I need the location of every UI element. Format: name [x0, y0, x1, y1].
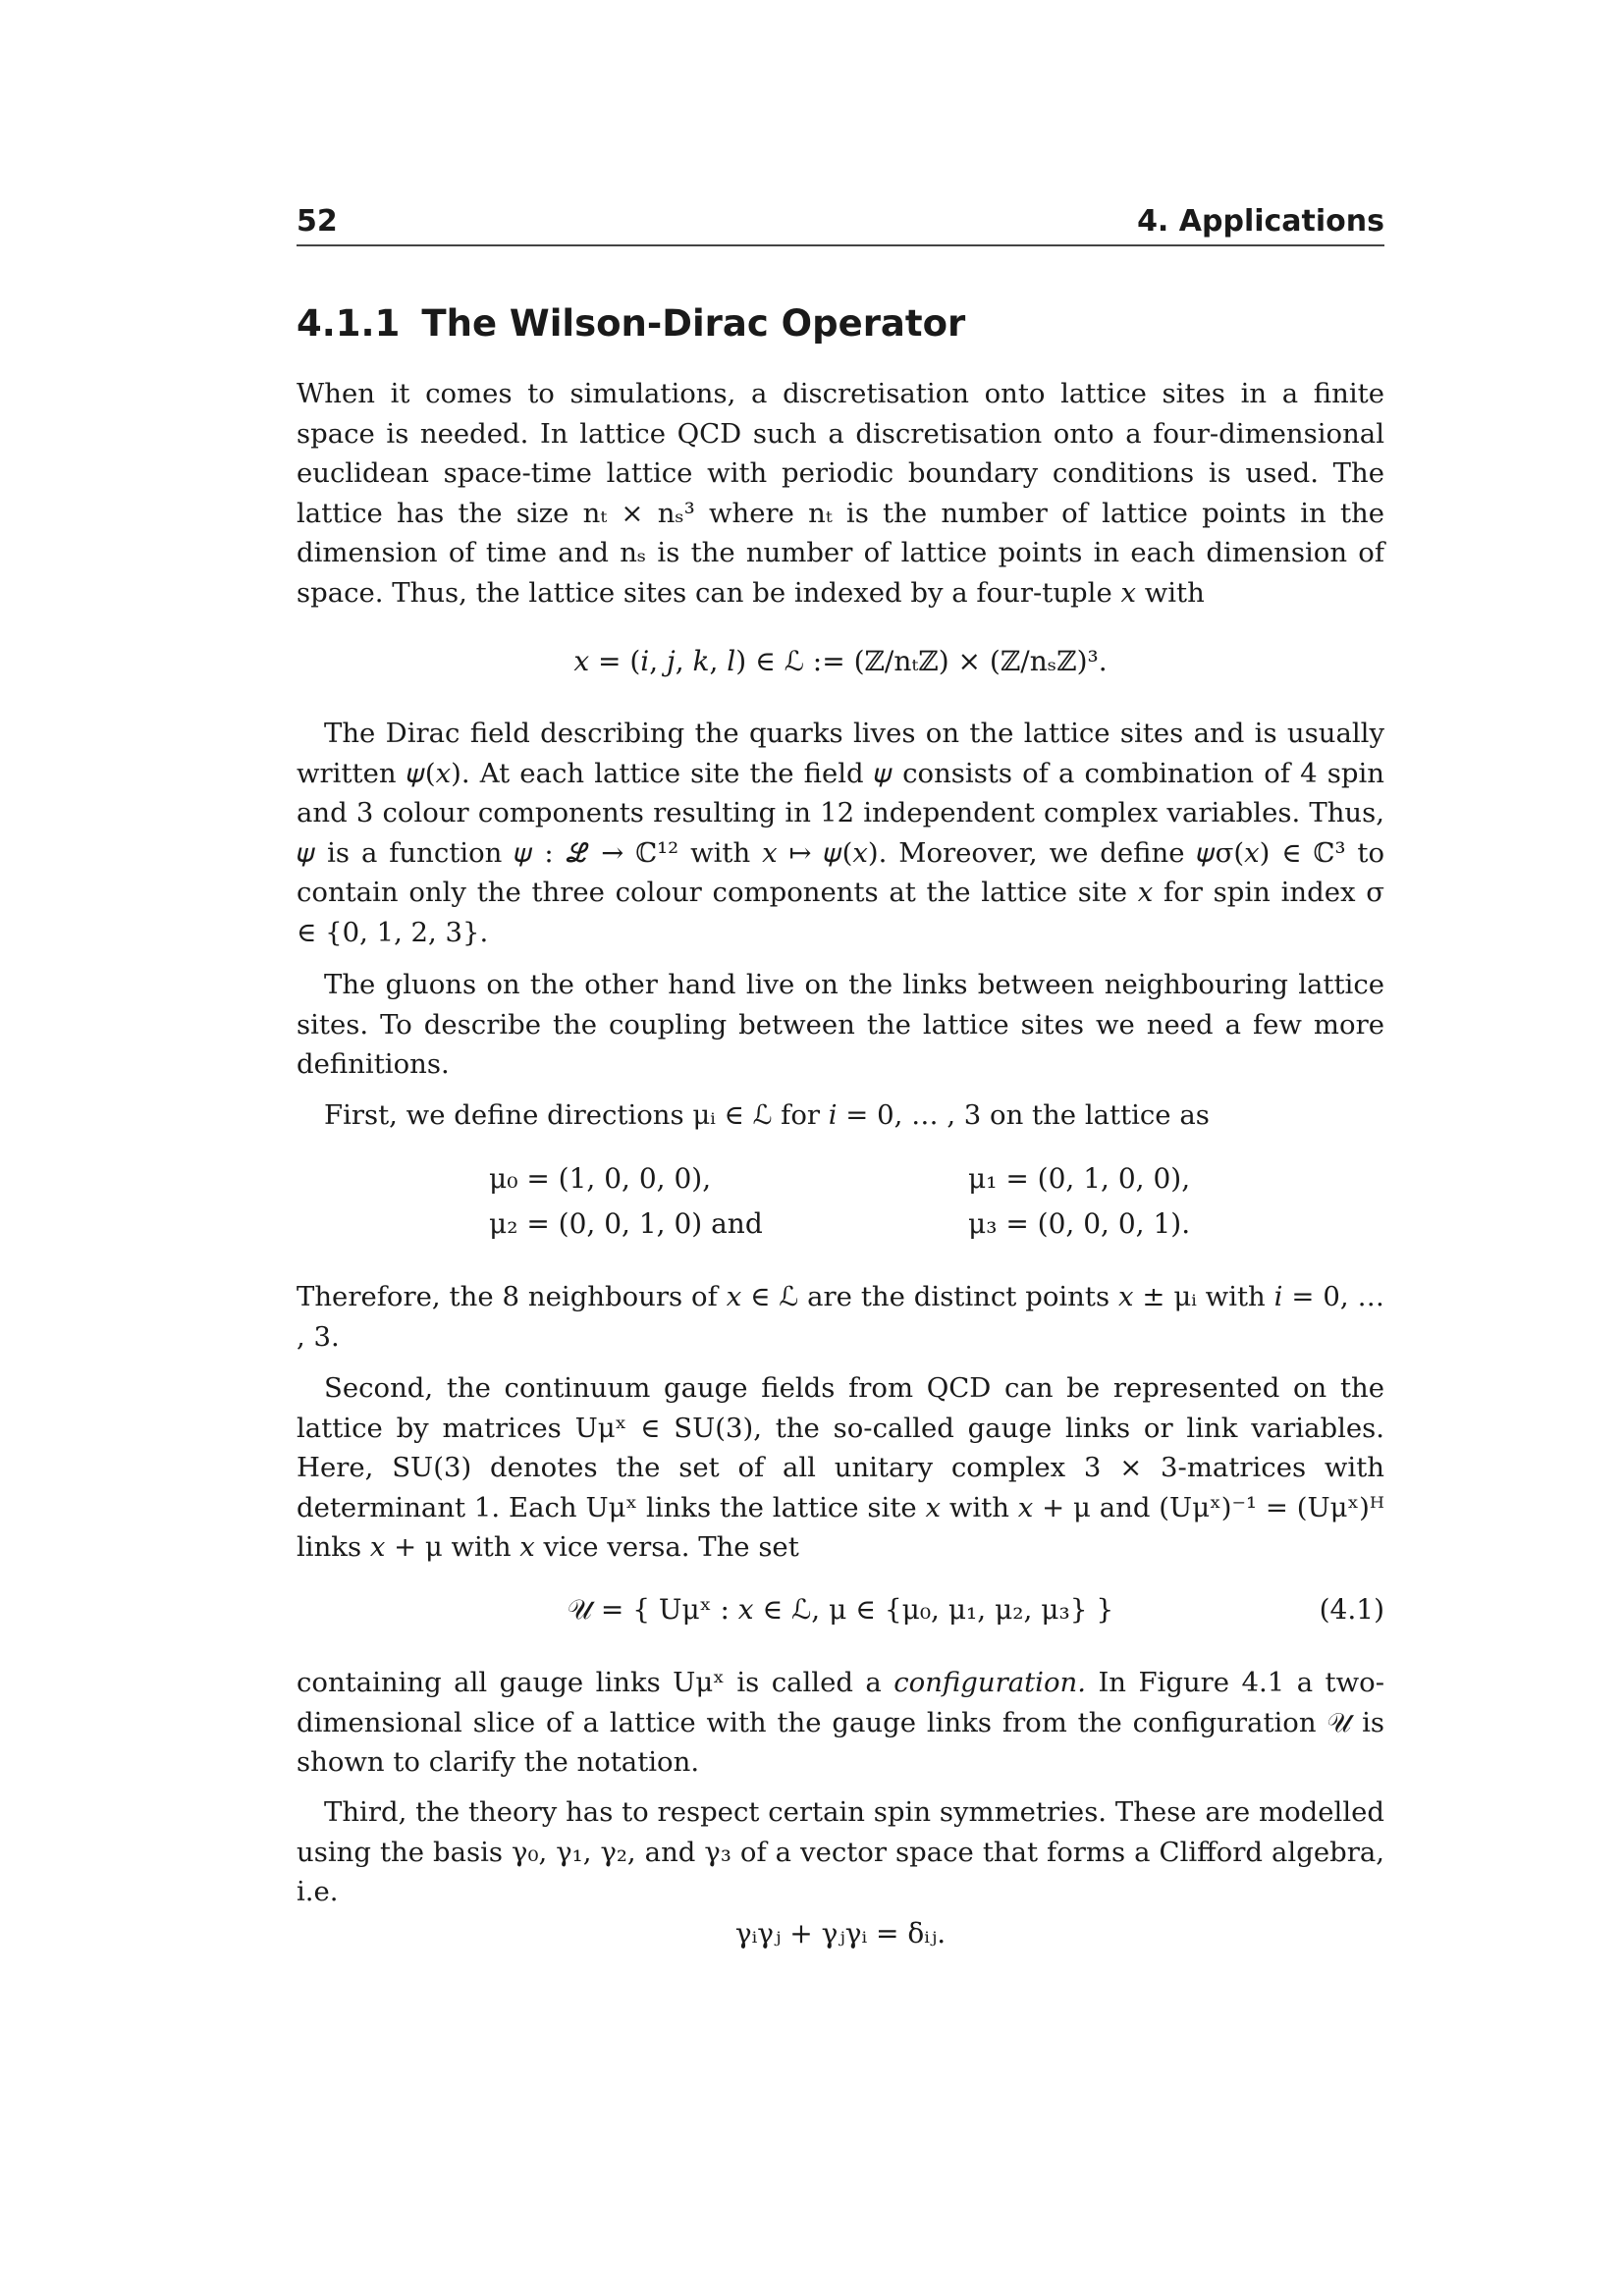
equation-mu1: μ₁ = (0, 1, 0, 0), — [968, 1162, 1191, 1195]
paragraph-dirac-field: The Dirac field describing the quarks lives on the lattice sites and is usually written 𝜓(𝑥). At each lattice site the field 𝜓 consists of a combination of 4 spin and 3 colour components resulting in 12 independent complex variables. Thus, 𝜓 is a function 𝜓 : ℒ → ℂ¹² with 𝑥 ↦ 𝜓(𝑥). Moreover, we define 𝜓σ(𝑥) ∈ ℂ³ to contain only the three colour components at the lattice site 𝑥 for spin index σ ∈ {0, 1, 2, 3}. — [297, 718, 1384, 948]
paragraph-gauge-links: Second, the continuum gauge fields from QCD can be represented on the lattice by matrices Uμˣ ∈ SU(3), the so-called gauge links or link variables. Here, SU(3) denotes the set of all unitary complex 3 × 3-matrices with determinant 1. Each Uμˣ links the lattice site 𝑥 with 𝑥 + μ and (Uμˣ)⁻¹ = (Uμˣ)ᴴ links 𝑥 + μ with 𝑥 vice versa. The set — [297, 1372, 1384, 1563]
equation-mu3: μ₃ = (0, 0, 0, 1). — [968, 1207, 1191, 1240]
page-number: 52 — [297, 204, 338, 239]
paragraph-neighbours: Therefore, the 8 neighbours of 𝑥 ∈ ℒ are the distinct points 𝑥 ± μᵢ with 𝑖 = 0, … , 3. — [297, 1281, 1384, 1353]
equation-number: (4.1) — [1319, 1593, 1384, 1626]
paragraph-directions: First, we define directions μᵢ ∈ ℒ for 𝑖 = 0, … , 3 on the lattice as — [324, 1099, 1210, 1131]
paragraph-configuration-part2: In Figure 4.1 a two-dimensional slice of a lattice with the gauge links from the configuration 𝒰 is shown to clarify the notation. — [297, 1667, 1384, 1778]
equation-directions — [297, 1158, 1384, 1247]
equation-clifford: γᵢγⱼ + γⱼγᵢ = δᵢⱼ. — [734, 1917, 947, 1949]
equation-lattice-index: 𝑥 = (𝑖, 𝑗, 𝑘, 𝑙) ∈ ℒ := (ℤ/nₜℤ) × (ℤ/nₛℤ)³. — [573, 645, 1108, 677]
paragraph-configuration-part1: containing all gauge links Uμˣ is called a — [297, 1667, 894, 1698]
equation-mu2: μ₂ = (0, 0, 1, 0) and — [489, 1207, 763, 1240]
running-header — [297, 201, 1384, 246]
paragraph-configuration — [297, 1663, 1384, 1783]
paragraph-lattice-intro: When it comes to simulations, a discretisation onto lattice sites in a finite space is needed. In lattice QCD such a discretisation onto a four-dimensional euclidean space-time lattice with periodic boundary conditions is used. The lattice has the size nₜ × nₛ³ where nₜ is the number of lattice points in the dimension of time and nₛ is the number of lattice points in each dimension of space. Thus, the lattice sites can be indexed by a four-tuple 𝑥 with — [297, 378, 1384, 609]
paragraph-spin-symmetries: Third, the theory has to respect certain spin symmetries. These are modelled using the basis γ₀, γ₁, γ₂, and γ₃ of a vector space that forms a Clifford algebra, i.e. — [297, 1796, 1384, 1907]
paragraph-gluons: The gluons on the other hand live on the links between neighbouring lattice sites. To describe the coupling between the lattice sites we need a few more definitions. — [297, 969, 1384, 1080]
term-configuration: configuration. — [893, 1667, 1086, 1698]
section-heading — [297, 299, 965, 348]
equation-configuration — [297, 1590, 1384, 1629]
chapter-title: 4. Applications — [1137, 204, 1384, 239]
equation-configuration-body: 𝒰 = { Uμˣ : 𝑥 ∈ ℒ, μ ∈ {μ₀, μ₁, μ₂, μ₃} } — [567, 1593, 1114, 1626]
section-title: The Wilson-Dirac Operator — [421, 302, 966, 345]
section-number: 4.1.1 — [297, 302, 401, 345]
equation-mu0: μ₀ = (1, 0, 0, 0), — [489, 1162, 712, 1195]
